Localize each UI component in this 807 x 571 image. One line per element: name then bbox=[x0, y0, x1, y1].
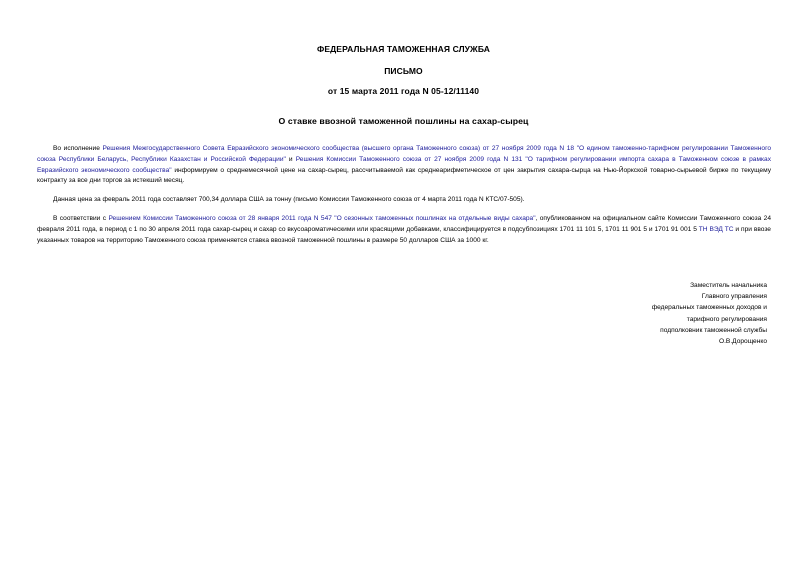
paragraph-1 bbox=[37, 144, 771, 187]
paragraph-1-text-3: информируем о среднемесячной цене на сахар-сырец, рассчитываемой как среднеарифметическое от цен закрытия сахара-сырца на Нью-Йоркской товарно-сырьевой бирже по текущему контракту за все дни торгов за истекший месяц. bbox=[37, 166, 771, 185]
paragraph-2: Данная цена за февраль 2011 года составляет 700,34 доллара США за тонну (письмо Комиссии Таможенного союза от 4 марта 2011 года N КТС/07-505). bbox=[53, 196, 525, 203]
paragraph-1-text-1: Во исполнение bbox=[53, 145, 103, 152]
document-subject: О ставке ввозной таможенной пошлины на сахар-сырец bbox=[278, 116, 529, 126]
document-date-number: от 15 марта 2011 года N 05-12/11140 bbox=[327, 86, 480, 96]
paragraph-3 bbox=[37, 214, 771, 246]
link-eurasec-decision-18[interactable]: Решения Межгосударственного Совета Евразийского экономического сообщества (высшего органа Таможенного союза) от 27 ноября 2009 года N 18 "О едином таможенно-тарифном регулировании Таможенного союза Республики Беларусь, Республики Казахстан и Российской Федерации" bbox=[37, 145, 771, 163]
signature-line-5: подполковник таможенной службы bbox=[660, 326, 767, 334]
signature-line-4: тарифного регулирования bbox=[686, 315, 767, 323]
signature-line-1: Заместитель начальника bbox=[690, 282, 767, 289]
paragraph-3-text-2: , опубликованном на официальном сайте Комиссии Таможенного союза 24 февраля 2011 года, в период с 1 по 30 апреля 2011 года сахар-сырец и сахар со вкусоароматическими или красящими добавками, классифицируется в подсубпозициях 1701 11 101 5, 1701 11 901 5 и 1701 91 001 5 bbox=[37, 215, 771, 233]
paragraph-3-text-3: и при ввозе указанных товаров на территорию Таможенного союза применяется ставка ввозной таможенной пошлины в размере 50 долларов США за 1000 кг. bbox=[37, 225, 771, 244]
signature-block bbox=[652, 280, 767, 347]
link-customs-union-decision-547[interactable]: Решением Комиссии Таможенного союза от 28 января 2011 года N 547 "О сезонных таможенных пошлинах на отдельные виды сахара" bbox=[108, 215, 536, 222]
link-customs-union-decision-131[interactable]: Решения Комиссии Таможенного союза от 27 ноября 2009 года N 131 "О тарифном регулировании импорта сахара в Таможенном союзе в рамках Евразийского экономического сообщества" bbox=[37, 155, 771, 174]
paragraph-1-text-2: и bbox=[285, 155, 296, 163]
signature-line-3: федеральных таможенных доходов и bbox=[651, 304, 767, 312]
link-tn-ved-ts[interactable]: ТН ВЭД ТС bbox=[698, 225, 734, 233]
paragraph-3-text-1: В соответствии с bbox=[53, 215, 109, 222]
signature-line-2: Главного управления bbox=[701, 293, 767, 301]
agency-title: ФЕДЕРАЛЬНАЯ ТАМОЖЕННАЯ СЛУЖБА bbox=[317, 44, 490, 54]
signature-name: О.В.Дорощенко bbox=[718, 338, 767, 346]
document-type: ПИСЬМО bbox=[384, 66, 423, 76]
